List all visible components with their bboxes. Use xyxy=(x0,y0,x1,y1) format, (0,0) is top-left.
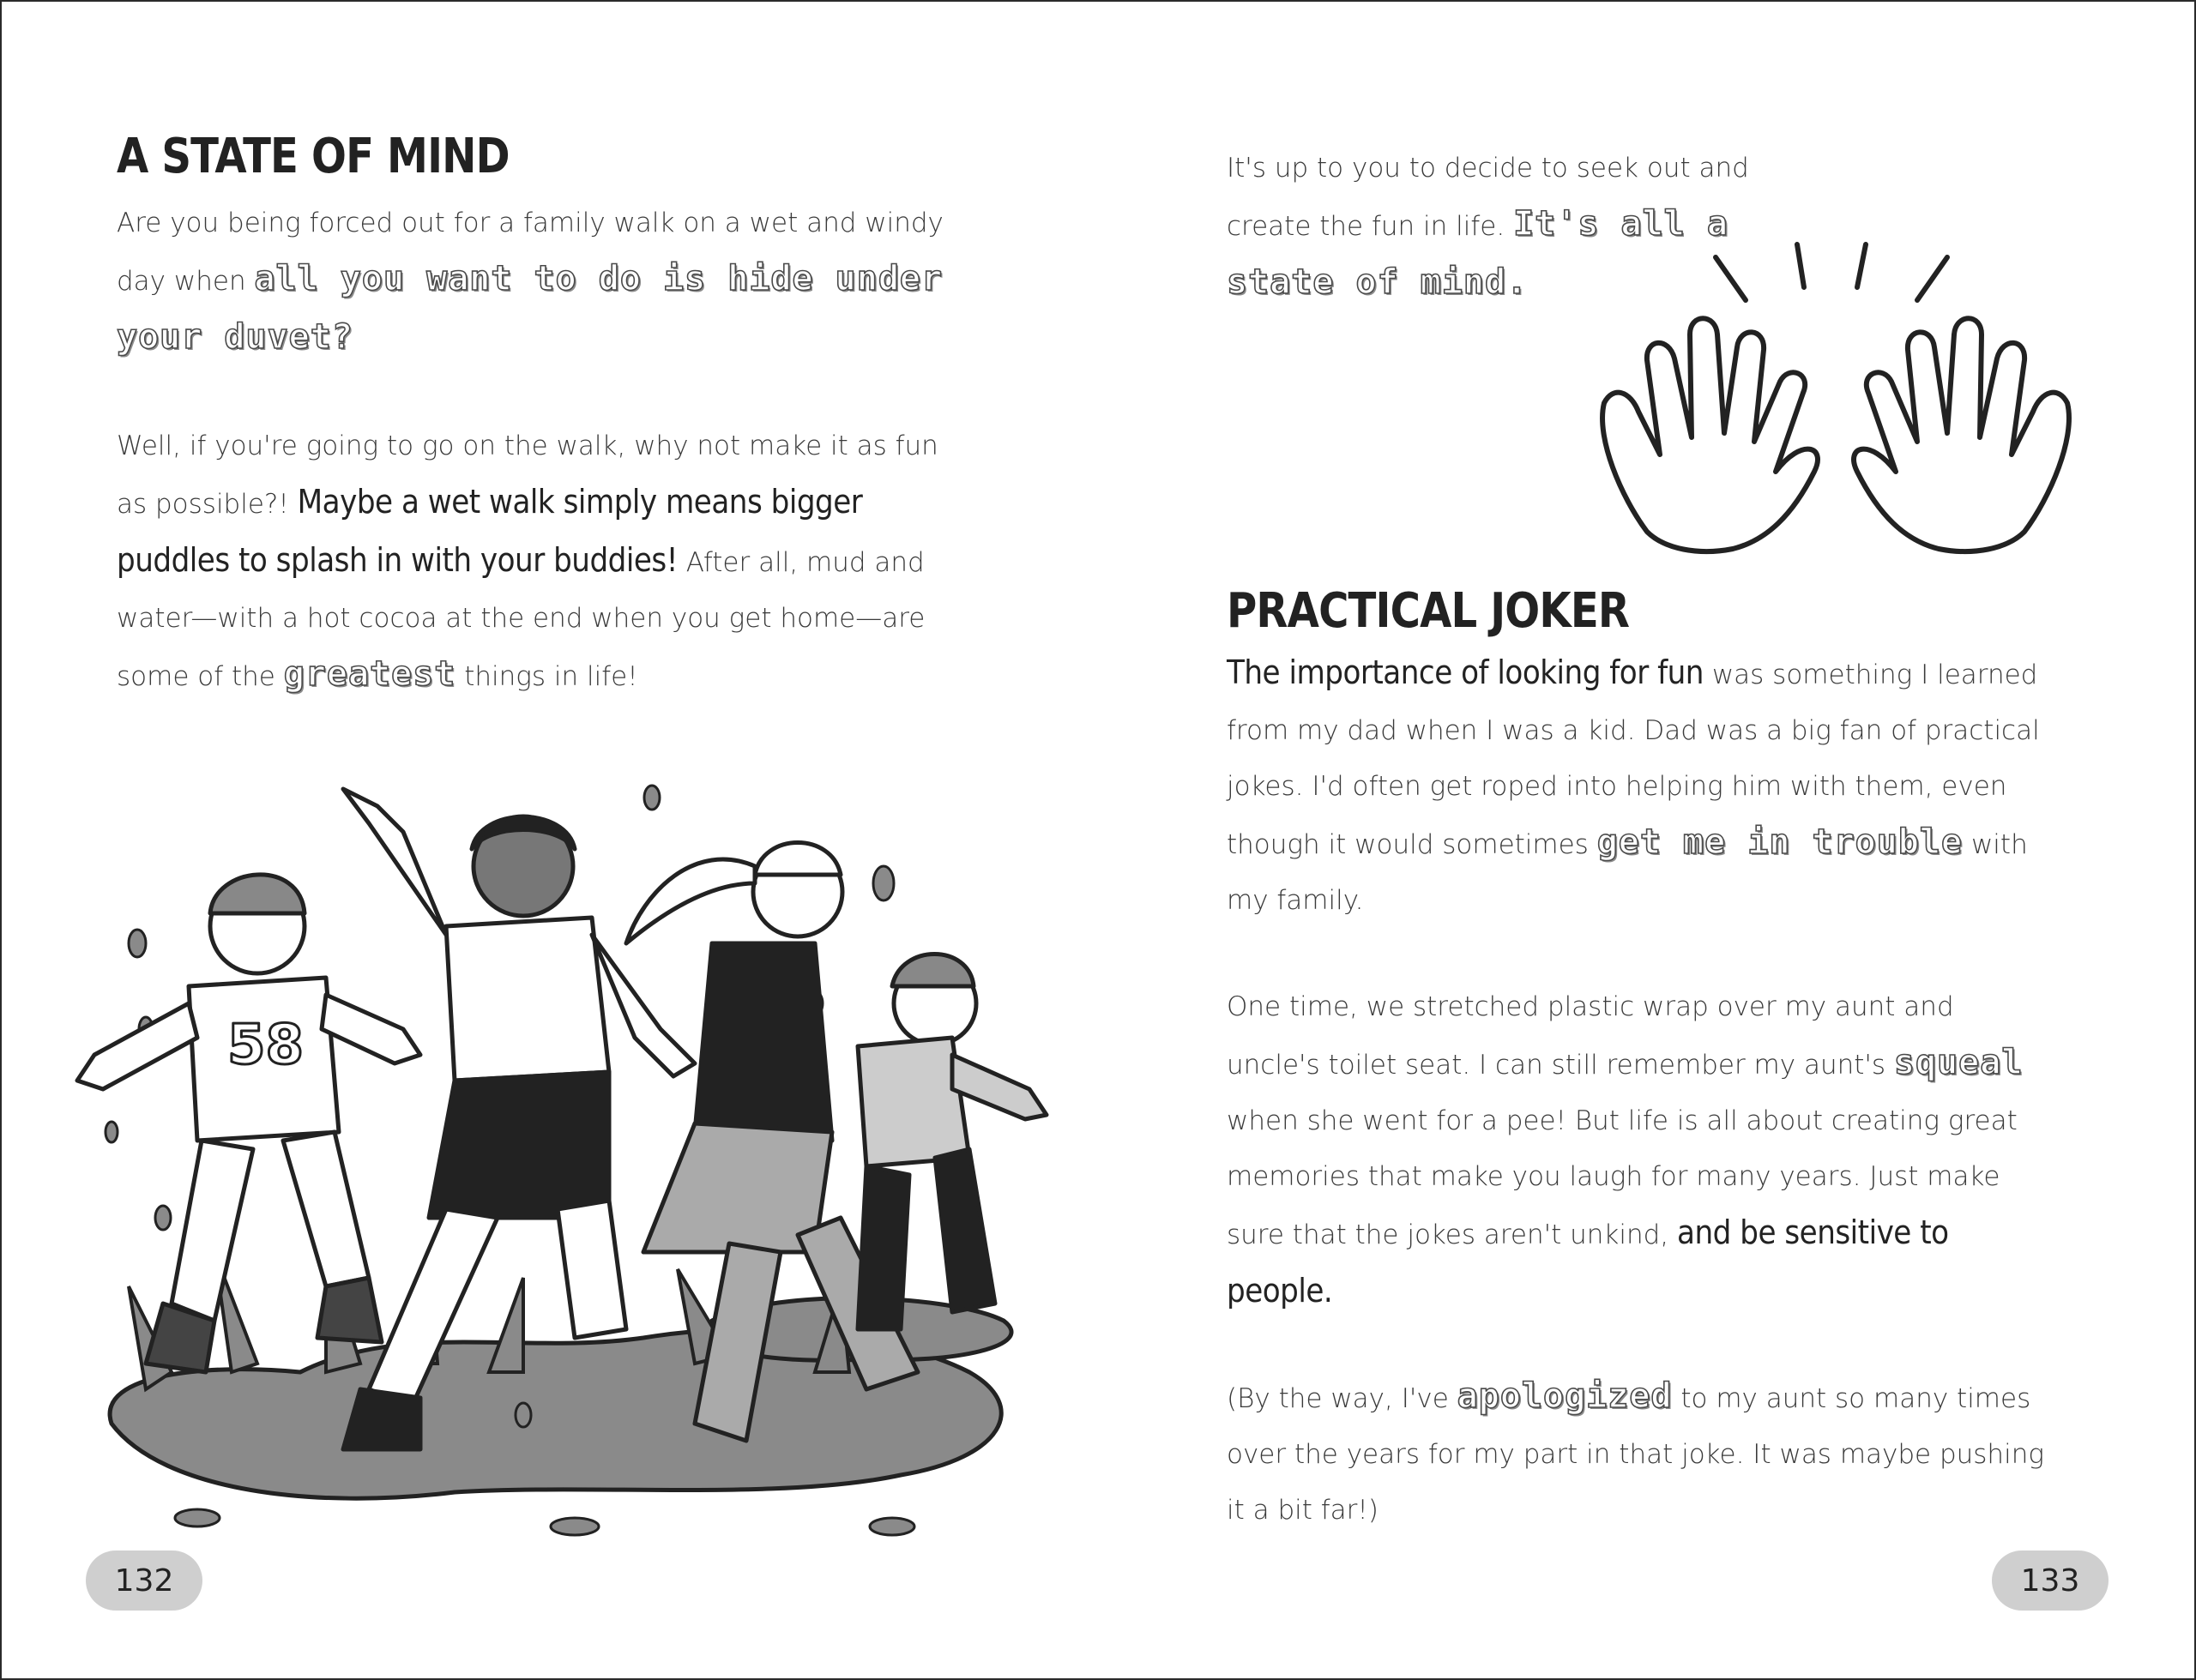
handwritten-emphasis: The importance of looking for fun xyxy=(1227,653,1704,691)
bubble-emphasis: It's all a state of mind. xyxy=(1227,204,1728,302)
text: when she went for a pee! But life is all about creating great memories that make you laugh for many years. Just make sure that the jokes aren't unkind, xyxy=(1227,1105,2018,1250)
text: It's up to you to decide to seek out and create the fun in life. xyxy=(1227,153,1749,242)
right-paragraph-1 xyxy=(1227,645,2050,929)
right-paragraph-2 xyxy=(1227,979,2050,1322)
text: Well, if you're going to go on the walk, why not make it as fun as possible?! xyxy=(117,431,938,520)
excitement-lines xyxy=(1716,244,1947,300)
left-paragraph-2 xyxy=(117,418,966,705)
handwritten-emphasis: Maybe a wet walk simply means bigger puddles to splash in with your buddies! xyxy=(117,483,863,579)
bubble-emphasis: squeal xyxy=(1893,1043,2024,1082)
jersey-number: 58 xyxy=(227,1014,305,1077)
right-heading: PRACTICAL JOKER xyxy=(1227,583,1630,639)
bubble-emphasis: get me in trouble xyxy=(1596,822,1964,862)
bubble-emphasis: all you want to do is hide under your duvet? xyxy=(117,259,944,357)
kid-striped-shirt xyxy=(858,954,1047,1330)
right-hand-icon xyxy=(1854,318,2069,551)
page-number-left: 132 xyxy=(86,1551,202,1611)
left-paragraph-1 xyxy=(117,196,949,368)
text: was something I learned from my dad when I was a kid. Dad was a big fan of practical jokes. I'd often get roped into helping him with them, even though it would sometimes xyxy=(1227,659,2040,860)
left-heading: A STATE OF MIND xyxy=(117,129,510,184)
kids-splashing-illustration xyxy=(43,772,1055,1544)
text: One time, we stretched plastic wrap over my aunt and uncle's toilet seat. I can still remember my aunt's xyxy=(1227,991,1954,1081)
text: After all, mud and water—with a hot cocoa at the end when you get home—are some of the xyxy=(117,547,926,692)
text: (By the way, I've xyxy=(1227,1383,1457,1414)
text: Are you being forced out for a family walk on a wet and windy day when xyxy=(117,208,944,297)
left-hand-icon xyxy=(1602,318,1818,551)
bubble-emphasis: greatest xyxy=(283,654,456,694)
right-paragraph-3 xyxy=(1227,1369,2050,1538)
hands-illustration xyxy=(1596,240,2076,566)
text: with my family. xyxy=(1227,829,2028,916)
handwritten-emphasis: and be sensitive to people. xyxy=(1227,1213,1949,1310)
page-number-right: 133 xyxy=(1992,1551,2109,1611)
text: to my aunt so many times over the years for my part in that joke. It was maybe pushing it a bit far!) xyxy=(1227,1383,2044,1526)
bubble-emphasis: apologized xyxy=(1457,1376,1673,1416)
text: things in life! xyxy=(455,661,638,692)
